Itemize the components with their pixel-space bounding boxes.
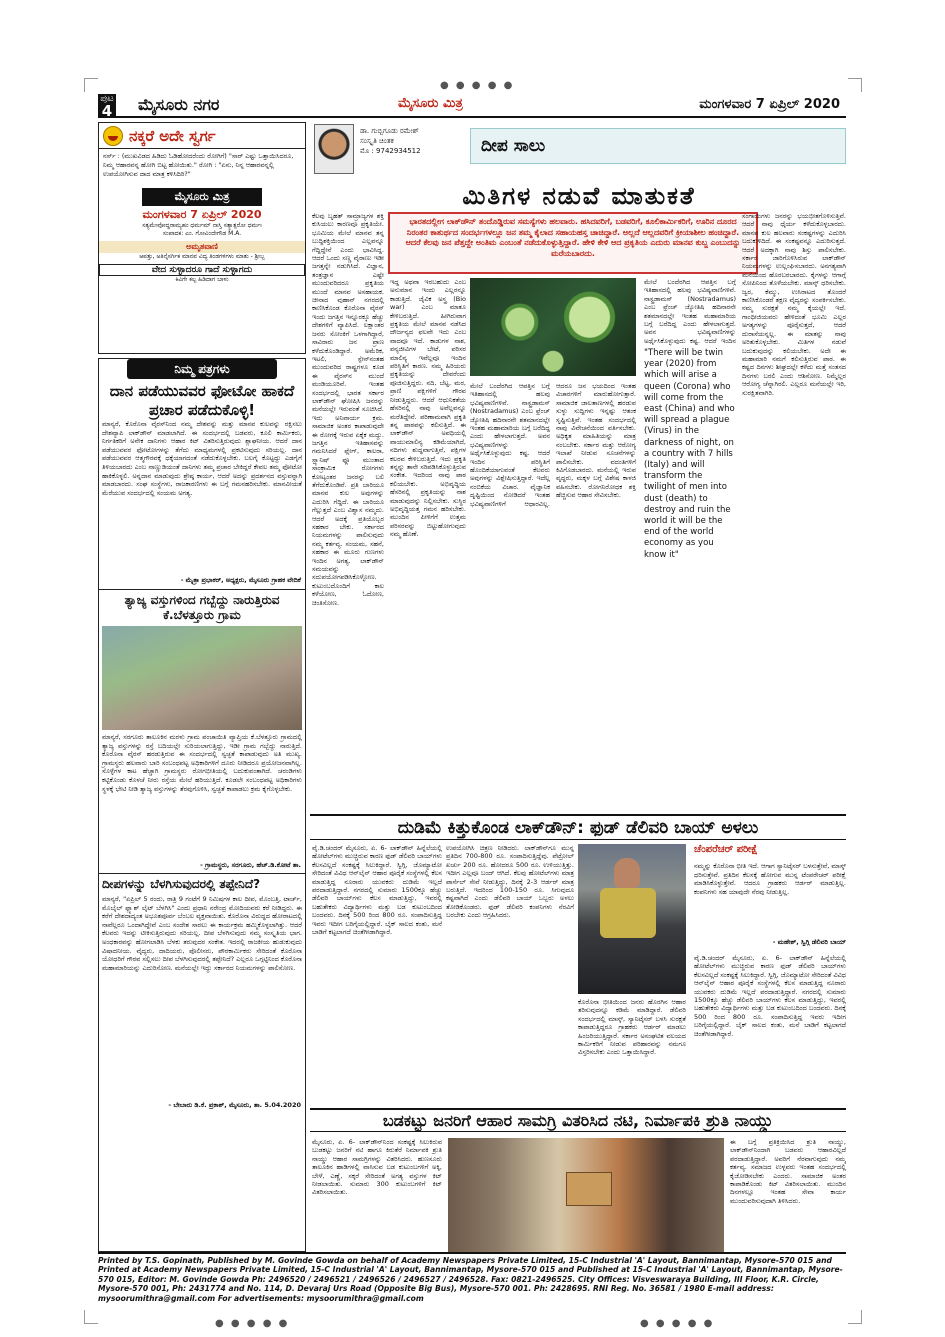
- delivery-text-1: ವೈ.ಡಿ.ಚಂದರ್ ಮೈಸೂರು, ಏ. 6- ಲಾಕ್‌ಡೌನ್ ಹಿನ್ನೆಲೆಯಲ್ಲಿ ಹೋಟೆಲ್‌ಗಳು ಮುಚ್ಚಿರುವ ಕಾರಣ ಫುಡ್ ಡೆಲಿವರಿ ಬಾಯ್‌ಗಳು ಕೆಲಸವಿಲ್ಲದೆ ಸಂಕಷ್ಟಕ್ಕೆ ಸಿಲುಕಿದ್ದಾರೆ. ಸ್ವಿಗ್ಗಿ, ಜೊಮ್ಯಾಟೋ ಸೇರಿದಂತೆ ವಿವಿಧ ಆನ್‌ಲೈನ್ ಆಹಾರ ಪೂರೈಕೆ ಸಂಸ್ಥೆಗಳಲ್ಲಿ ಕೆಲಸ ಮಾಡುತ್ತಿದ್ದ ನೂರಾರು ಯುವಕರು ದುಡಿಮೆ ಇಲ್ಲದೆ ಪರದಾಡುತ್ತಿದ್ದಾರೆ. ನಗರದಲ್ಲಿ ಸುಮಾರು 1500ಕ್ಕೂ ಹೆಚ್ಚು ಡೆಲಿವರಿ ಬಾಯ್‌ಗಳು ಕೆಲಸ ಮಾಡುತ್ತಿದ್ದು, ಇವರಲ್ಲಿ ಬಹುತೇಕರು ವಿದ್ಯಾರ್ಥಿಗಳು ಮತ್ತು ಬಡ ಕುಟುಂಬದಿಂದ ಬಂದವರು. ದಿನಕ್ಕೆ 500 ರಿಂದ 800 ರೂ. ಸಂಪಾದಿಸುತ್ತಿದ್ದ ಇವರು ಇದೀಗ ಬರಿಗೈಯಲ್ಲಿದ್ದಾರೆ. ಬೈಕ್ ಸಾಲದ ಕಂತು, ಮನೆ ಬಾಡಿಗೆ ಕಟ್ಟಲಾಗದೆ ಚಿಂತೆಗೀಡಾಗಿದ್ದಾರೆ.: [312, 844, 442, 937]
- column-series-title: ದೀಪ ಸಾಲು: [481, 136, 546, 156]
- letter-2-signature: - ಗ್ರಾಮಸ್ಥರು, ಸರಗೂರು, ಹೆಚ್.ಡಿ.ಕೋಟೆ ತಾ.: [200, 861, 301, 869]
- letters-section: [98, 358, 306, 1252]
- delivery-headline: ದುಡಿಮೆ ಕಿತ್ತುಕೊಂಡ ಲಾಕ್‌ಡೌನ್: ಫುಡ್ ಡೆಲಿವರಿ ಬಾಯ್ ಅಳಲು: [310, 814, 846, 840]
- letter-1-signature: - ಮೈತ್ರಾ ಪ್ರಭಾಕರ್, ಅಧ್ಯಕ್ಷರು, ಮೈಸೂರು ಗ್ರಾಹಕ ವೇದಿಕೆ: [180, 576, 301, 584]
- registration-marks: ● ● ● ● ●: [215, 1318, 290, 1329]
- jokes-title-bar: [99, 123, 305, 149]
- letter-2-text: ಮಾನ್ಯರೆ, ಸರಗೂರು ತಾಲೂಕಿನ ಮರಳು ಗ್ರಾಮ ಪಂಚಾಯಿತಿ ವ್ಯಾಪ್ತಿಯ ಕೆ.ಬೆಳತ್ತೂರು ಗ್ರಾಮದಲ್ಲಿ ತ್ಯಾಜ್ಯ ವಸ್ತುಗಳನ್ನು ರಸ್ತೆ ಬದಿಯಲ್ಲೇ ಸುರಿಯಲಾಗುತ್ತಿದ್ದು, ಇಡೀ ಗ್ರಾಮ ಗಬ್ಬೆದ್ದು ನಾರುತ್ತಿದೆ. ಕೊರೊನಾ ವೈರಸ್ ಹರಡುತ್ತಿರುವ ಈ ಸಂದರ್ಭದಲ್ಲಿ ಸ್ವಚ್ಛತೆ ಕಾಪಾಡುವುದು ಅತಿ ಮುಖ್ಯ. ಗ್ರಾಮಸ್ಥರು ಹಲವಾರು ಬಾರಿ ಸಂಬಂಧಪಟ್ಟ ಅಧಿಕಾರಿಗಳಿಗೆ ದೂರು ನೀಡಿದರೂ ಪ್ರಯೋಜನವಾಗಿಲ್ಲ. ಸೊಳ್ಳೆಗಳ ಕಾಟ ಹೆಚ್ಚಾಗಿ ಗ್ರಾಮಸ್ಥರು ರೋಗಭೀತಿಯಲ್ಲಿ ಬದುಕುವಂತಾಗಿದೆ. ಚರಂಡಿಗಳು ಕಟ್ಟಿಕೊಂಡು ಕೊಳಚೆ ನೀರು ರಸ್ತೆಯ ಮೇಲೆ ಹರಿಯುತ್ತಿದೆ. ಕೂಡಲೇ ಸಂಬಂಧಪಟ್ಟ ಅಧಿಕಾರಿಗಳು ಸ್ಥಳಕ್ಕೆ ಭೇಟಿ ನೀಡಿ ತ್ಯಾಜ್ಯ ವಸ್ತುಗಳನ್ನು ತೆರವುಗೊಳಿಸಿ, ಸ್ವಚ್ಛತೆ ಕಾಪಾಡಲು ಕ್ರಮ ಕೈಗೊಳ್ಳಬೇಕು.: [102, 733, 302, 793]
- imprint-footer: Printed by T.S. Gopinath, Published by M. Govinde Gowda on behalf of Academy Newspapers Private Limited, 15-C Industrial 'A' Layout, Bannimantap, Mysore-570 015 and Printed at Academy Newspapers Private Limited, 15-C Industrial 'A' Layout, Bannimantap, Mysore-570 015 and Published at 15-C Industrial 'A' Layout, Bannimantap, Mysore-570 015, Editor: M. Govinde Gowda Ph: 2496520 / 2496521 / 2496526 / 2496527 / 2496528. Fax: 0821-2496525. City Offices: Visveswaraya Building, III Floor, K.R. Circle, Mysore-570 001, Ph: 2431774 and No. 114, D. Devaraj Urs Road (Opposite Big Bus), Mysore-570 001. Ph: 2428695. RNI Reg. No. 36581 / 1980 E-mail address: mysoorumithra@gmail.com For advertisements: mysoorumithra@gmail.com: [98, 1252, 846, 1308]
- jokes-title: ನಕ್ಕರೆ ಅದೇ ಸ್ವರ್ಗ: [129, 126, 216, 145]
- quote-signature: - ಮಹೇಶ್, ಸ್ವಿಗ್ಗಿ ಡೆಲಿವರಿ ಬಾಯ್: [772, 938, 846, 946]
- letter-3-title: ದೀಪಗಳನ್ನು ಬೆಳಗಿಸುವುದರಲ್ಲಿ ತಪ್ಪೇನಿದೆ?: [99, 873, 305, 892]
- author-role: ಸಂಸ್ಕೃತಿ ಚಿಂತಕ: [360, 137, 394, 145]
- delivery-text-3: ಕೊರೊನಾ ಭೀತಿಯಿಂದ ಜನರು ಹೊರಗಿನ ಆಹಾರ ತರಿಸುವುದನ್ನೂ ಕಡಿಮೆ ಮಾಡಿದ್ದಾರೆ. ಡೆಲಿವರಿ ಸಂದರ್ಭದಲ್ಲಿ ಮಾಸ್ಕ್, ಸ್ಯಾನಿಟೈಸರ್ ಬಳಸಿ ಸುರಕ್ಷತೆ ಕಾಪಾಡುತ್ತಿದ್ದರೂ ಗ್ರಾಹಕರು ಆರ್ಡರ್ ಮಾಡಲು ಹಿಂಜರಿಯುತ್ತಿದ್ದಾರೆ. ಸರ್ಕಾರ ಅಸಂಘಟಿತ ವಲಯದ ಕಾರ್ಮಿಕರಿಗೆ ನೀಡುವ ಪರಿಹಾರವನ್ನು ನಮಗೂ ವಿಸ್ತರಿಸಬೇಕು ಎಂದು ಒತ್ತಾಯಿಸಿದ್ದಾರೆ.: [578, 998, 686, 1057]
- coronavirus-image: [470, 278, 636, 376]
- proverb: ವೇದ ಸುಳ್ಳಾದರೂ ಗಾದೆ ಸುಳ್ಳಾಗದು: [99, 264, 305, 276]
- column-text-3: ಮೇಲೆ ಬಂದೆರಗಿದ ಆಪತ್ತಿನ ಬಗ್ಗೆ ಇತಿಹಾಸದಲ್ಲಿ ಹಲವು ಭವಿಷ್ಯವಾಣಿಗಳಿವೆ. ನಾಸ್ಟ್ರಡಾಮಸ್ (Nostradamus) ಎಂಬ ಫ್ರೆಂಚ್ ಜ್ಯೋತಿಷಿ ಹದಿನಾರನೇ ಶತಮಾನದಲ್ಲೇ ಇಂತಹ ಮಹಾಮಾರಿಯ ಬಗ್ಗೆ ಬರೆದಿದ್ದ ಎಂದು ಹೇಳಲಾಗುತ್ತದೆ. ಅವನ ಭವಿಷ್ಯವಾಣಿಗಳನ್ನು ಅರ್ಥೈಸಿಕೊಳ್ಳುವುದು ಕಷ್ಟ. ಆದರೆ ಇಂದಿನ ಪರಿಸ್ಥಿತಿಗೆ ಹೊಂದಿಕೆಯಾಗುವಂತೆ ಕೆಲವರು ಅವುಗಳನ್ನು ವಿಶ್ಲೇಷಿಸುತ್ತಿದ್ದಾರೆ. ಇದೆಲ್ಲ ನಂಬಿಕೆಯ ವಿಚಾರ. ವೈಜ್ಞಾನಿಕ ದೃಷ್ಟಿಯಿಂದ ನೋಡಿದರೆ ಇಂತಹ ಭವಿಷ್ಯವಾಣಿಗಳಿಗೆ ಆಧಾರವಿಲ್ಲ. ಆದರೂ ಜನ ಭಯದಿಂದ ಇಂತಹ ವಿಚಾರಗಳಿಗೆ ಮಾರುಹೋಗುತ್ತಾರೆ. ಸಾಮಾಜಿಕ ಜಾಲತಾಣಗಳಲ್ಲಿ ಹರಡುವ ಸುಳ್ಳು ಸುದ್ದಿಗಳು ಇನ್ನಷ್ಟು ಆತಂಕ ಸೃಷ್ಟಿಸುತ್ತಿವೆ. ಇಂತಹ ಸಂದರ್ಭದಲ್ಲಿ ನಾವು ವಿವೇಚನೆಯಿಂದ ವರ್ತಿಸಬೇಕು. ಅಧಿಕೃತ ಮಾಹಿತಿಯನ್ನು ಮಾತ್ರ ನಂಬಬೇಕು. ಸರ್ಕಾರ ಮತ್ತು ಆರೋಗ್ಯ ಇಲಾಖೆ ನೀಡುವ ಸೂಚನೆಗಳನ್ನು ಪಾಲಿಸಬೇಕು. ವದಂತಿಗಳಿಗೆ ಕಿವಿಗೊಡಬಾರದು. ಮನೆಯಲ್ಲಿ ಇರುವ ವೃದ್ಧರು, ಮಕ್ಕಳ ಬಗ್ಗೆ ವಿಶೇಷ ಕಾಳಜಿ ವಹಿಸಬೇಕು. ರೋಗನಿರೋಧಕ ಶಕ್ತಿ ಹೆಚ್ಚಿಸುವ ಆಹಾರ ಸೇವಿಸಬೇಕು.: [470, 382, 636, 508]
- page-number: 4: [101, 102, 113, 120]
- actress-headline: ಬಡಕಟ್ಟು ಜನರಿಗೆ ಆಹಾರ ಸಾಮಗ್ರಿ ವಿತರಿಸಿದ ನಟಿ, ನಿರ್ಮಾಪಕಿ ಶ್ರುತಿ ನಾಯ್ಡು: [310, 1108, 846, 1132]
- masthead-logo: ಮೈಸೂರು ಮಿತ್ರ: [398, 96, 463, 111]
- newspaper-page: [98, 92, 846, 1252]
- column-pullquote: ಭಾರತದಲ್ಲೀಗ ಲಾಕ್‌ಡೌನ್ ತಂದೊಡ್ಡಿರುವ ಸಮಸ್ಯೆಗಳು ಹಲವಾರು. ಹಸಿದವರಿಗೆ, ಬಡವರಿಗೆ, ಕೂಲಿಕಾರ್ಮಿಕರಿಗೆ, ಊರಿನ ದೂರದ ನಿರಂತರ ಕಾತುರ್ಥದ ಸಂದರ್ಭಗಳಲ್ಲೂ ಜನ ತಮ್ಮ ಕೈಲಾದ ಸಹಾಯಹಸ್ತ ಚಾಚಿದ್ದಾರೆ. ಅಲ್ಲದೆ ಆಲ್ಲದವರಿಗೆ ಕ್ರೀಯಾಶೀಲ ಹಂಚಿದ್ದಾರೆ. ಆದರೆ ಕೆಲವು ಜನ ಪೆತ್ತದ್ದೇ ಅಂತಿಮ ಎಂಬಂತೆ ನಡೆದುಕೊಳ್ಳುತ್ತಿದ್ದಾರೆ. ಹೇಳಿ ಕೇಳಿ ಆದ ಪ್ರಕೃತಿಯ ಎದುರು ಮಾನವ ಕುಬ್ಜ ಎಂಬುದನ್ನು ಮರೆಯಬಾರದು.: [388, 212, 758, 274]
- column-text-intro: ಮೇಲೆ ಬಂದೆರಗಿದ ಆಪತ್ತಿನ ಬಗ್ಗೆ ಇತಿಹಾಸದಲ್ಲಿ ಹಲವು ಭವಿಷ್ಯವಾಣಿಗಳಿವೆ. ನಾಸ್ಟ್ರಡಾಮಸ್ (Nostradamus) ಎಂಬ ಫ್ರೆಂಚ್ ಜ್ಯೋತಿಷಿ ಹದಿನಾರನೇ ಶತಮಾನದಲ್ಲೇ ಇಂತಹ ಮಹಾಮಾರಿಯ ಬಗ್ಗೆ ಬರೆದಿದ್ದ ಎಂದು ಹೇಳಲಾಗುತ್ತದೆ. ಅವನ ಭವಿಷ್ಯವಾಣಿಗಳನ್ನು ಅರ್ಥೈಸಿಕೊಳ್ಳುವುದು ಕಷ್ಟ. ಆದರೆ ಇಂದಿನ: [644, 278, 736, 345]
- registration-marks: ● ● ● ● ●: [640, 1318, 715, 1329]
- masthead-box: ಮೈಸೂರು ಮಿತ್ರ: [142, 188, 262, 206]
- letter-1-title: ದಾನ ಪಡೆಯುವವರ ಫೋಟೋ ಹಾಕದೆ ಪ್ರಚಾರ ಪಡೆದುಕೊಳ್ಳಿ!: [109, 382, 295, 419]
- issue-date: ಮಂಗಳವಾರ 7 ಏಪ್ರಿಲ್ 2020: [699, 97, 840, 112]
- amrit-title: ಅಮೃತವಾಣಿ: [99, 241, 305, 253]
- letters-heading: ನಿಮ್ಮ ಪತ್ರಗಳು: [127, 359, 277, 379]
- registration-marks: ● ● ● ● ●: [440, 80, 515, 91]
- actress-text-left: ಮೈಸೂರು, ಏ. 6- ಲಾಕ್‌ಡೌನ್‌ನಿಂದ ಸಂಕಷ್ಟಕ್ಕೆ ಸಿಲುಕಿರುವ ಬುಡಕಟ್ಟು ಜನರಿಗೆ ನಟಿ ಹಾಗೂ ಕಿರುತೆರೆ ನಿರ್ಮಾಪಕಿ ಶ್ರುತಿ ನಾಯ್ಡು ಆಹಾರ ಸಾಮಗ್ರಿಗಳನ್ನು ವಿತರಿಸಿದರು. ಹುಣಸೂರು ತಾಲೂಕಿನ ಹಾಡಿಗಳಲ್ಲಿ ವಾಸಿಸುವ ಬಡ ಕುಟುಂಬಗಳಿಗೆ ಅಕ್ಕಿ, ಬೇಳೆ, ಎಣ್ಣೆ, ಸಕ್ಕರೆ ಸೇರಿದಂತೆ ಅಗತ್ಯ ವಸ್ತುಗಳ ಕಿಟ್ ನೀಡಲಾಯಿತು. ಸುಮಾರು 300 ಕುಟುಂಬಗಳಿಗೆ ಕಿಟ್ ವಿತರಿಸಲಾಯಿತು.: [312, 1138, 442, 1197]
- masthead-motto: ಸತ್ಯಮೇವೋದ್ಧರಾಮ್ಯಹಂ ಧರ್ಮಮ್ ನಾಸ್ತಿ ಸತ್ಯಾತ್ಪರೋ ಧರ್ಮಃ: [142, 222, 262, 229]
- masthead-date: ಮಂಗಳವಾರ 7 ಏಪ್ರಿಲ್ 2020: [142, 208, 262, 221]
- quote-text: ನಮ್ಮನ್ನು ಕೊರೊನಾ ಭೀತಿ ಇದೆ. ಆಗಾಗ ಸ್ಯಾನಿಟೈಸರ್ ಬಳಸುತ್ತೇವೆ, ಮಾಸ್ಕ್ ಧರಿಸುತ್ತೇವೆ. ಪ್ರತಿದಿನ ಕೆಲಸಕ್ಕೆ ಹೋಗುವ ಮುನ್ನ ಟೆಂಪರೇಚರ್ ಪರೀಕ್ಷೆ ಮಾಡಿಸಿಕೊಳ್ಳುತ್ತೇವೆ. ಆದರೂ ಗ್ರಾಹಕರು ಆರ್ಡರ್ ಮಾಡುತ್ತಿಲ್ಲ. ಕಂಪನಿಗಳು ಸಹ ಯಾವುದೇ ನೆರವು ನೀಡುತ್ತಿಲ್ಲ.: [694, 862, 847, 896]
- page-number-badge: [98, 94, 116, 120]
- english-quote: "There will be twin year (2020) from which will arise a queen (Corona) who will come from the east (China) and who will spread a plague (Virus) in the darkness of night, on a country with 7 hills (Italy) and will transform the twilight of men into dust (death) to destroy and ruin the world it will be the end of the world economy as you know it": [644, 348, 735, 560]
- crop-mark: [848, 78, 862, 92]
- letter-2-title: ತ್ಯಾಜ್ಯ ವಸ್ತುಗಳಿಂದ ಗಬ್ಬೆದ್ದು ನಾರುತ್ತಿರುವ ಕೆ.ಬೆಳತ್ತೂರು ಗ್ರಾಮ: [99, 589, 305, 623]
- column-text-4: ಸಂಗಾಯಿಗಳು ಜನರನ್ನು ಭಯಭೀತಗೊಳಿಸುತ್ತಿವೆ. ಆದರೆ ನಾವು ಧೈರ್ಯ ಕಳೆದುಕೊಳ್ಳಬಾರದು. ಮಾನವ ಕುಲ ಹಲವಾರು ಸಂಕಷ್ಟಗಳನ್ನು ಎದುರಿಸಿ ಬದುಕುಳಿದಿದೆ. ಈ ಸಂಕಷ್ಟವನ್ನೂ ಎದುರಿಸುತ್ತದೆ. ಆದರೆ ಅದಕ್ಕಾಗಿ ನಾವು ಶಿಸ್ತು ಪಾಲಿಸಬೇಕು. ಸರ್ಕಾರ ಜಾರಿಗೊಳಿಸಿರುವ ಲಾಕ್‌ಡೌನ್ ನಿಯಮಗಳನ್ನು ಉಲ್ಲಂಘಿಸಬಾರದು. ಅನಗತ್ಯವಾಗಿ ಮನೆಯಿಂದ ಹೊರಬರಬಾರದು. ಕೈಗಳನ್ನು ಆಗಾಗ್ಗೆ ಸೋಪಿನಿಂದ ತೊಳೆಯಬೇಕು. ಮಾಸ್ಕ್ ಧರಿಸಬೇಕು. ಜ್ವರ, ಕೆಮ್ಮು, ಉಸಿರಾಟದ ತೊಂದರೆ ಕಾಣಿಸಿಕೊಂಡರೆ ತಕ್ಷಣ ವೈದ್ಯರನ್ನು ಸಂಪರ್ಕಿಸಬೇಕು. ನಮ್ಮ ಸುರಕ್ಷತೆ ನಮ್ಮ ಕೈಯಲ್ಲೇ ಇದೆ. ಗಾಂಧೀಜಿಯವರು ಹೇಳಿದಂತೆ ಭೂಮಿ ಎಲ್ಲರ ಅಗತ್ಯಗಳನ್ನು ಪೂರೈಸುತ್ತದೆ, ಆದರೆ ದುರಾಸೆಯನ್ನಲ್ಲ. ಈ ಮಾತನ್ನು ನಾವು ಅರಿತುಕೊಳ್ಳಬೇಕು. ಮಿತಿಗಳ ನಡುವೆ ಬದುಕುವುದನ್ನು ಕಲಿಯಬೇಕು. ಅದೇ ಈ ಮಹಾಮಾರಿ ನಮಗೆ ಕಲಿಸುತ್ತಿರುವ ಪಾಠ. ಈ ಕಷ್ಟದ ದಿನಗಳು ಶೀಘ್ರದಲ್ಲೇ ಕಳೆದು ಮತ್ತೆ ಸಂತಸದ ದಿನಗಳು ಬರಲಿ ಎಂದು ಆಶಿಸೋಣ. ನಿಮ್ಮೆಲ್ಲರ ಆರೋಗ್ಯ ಚೆನ್ನಾಗಿರಲಿ. ಎಲ್ಲರೂ ಮನೆಯಲ್ಲೇ ಇರಿ, ಸುರಕ್ಷಿತವಾಗಿರಿ.: [742, 212, 846, 397]
- page-header: [98, 92, 846, 118]
- crop-mark: [848, 1310, 862, 1324]
- letter-1-text: ಮಾನ್ಯರೆ, ಕೊರೊನಾ ವೈರಸ್‌ನಿಂದ ನಮ್ಮ ದೇಶವನ್ನು ಮತ್ತು ಮಾನವ ಕುಲವನ್ನು ರಕ್ಷಿಸಲು ದೇಶವ್ಯಾಪಿ ಲಾಕ್‌ಡೌನ್ ಮಾಡಲಾಗಿದೆ. ಈ ಸಂದರ್ಭದಲ್ಲಿ ಬಡವರು, ಕೂಲಿ ಕಾರ್ಮಿಕರು, ನಿರ್ಗತಿಕರಿಗೆ ಅನೇಕ ದಾನಿಗಳು ಆಹಾರ ಕಿಟ್ ವಿತರಿಸುತ್ತಿರುವುದು ಶ್ಲಾಘನೀಯ. ಆದರೆ ದಾನ ಪಡೆಯುವವರ ಫೋಟೋಗಳನ್ನು ತೆಗೆದು ಮಾಧ್ಯಮಗಳಲ್ಲಿ ಪ್ರಕಟಿಸುವುದು ಸರಿಯಲ್ಲ. ದಾನ ಪಡೆಯುವವರ ಆತ್ಮಗೌರವಕ್ಕೆ ಧಕ್ಕೆಯಾಗದಂತೆ ನಡೆದುಕೊಳ್ಳಬೇಕು. ಬಲಗೈ ಕೊಟ್ಟದ್ದು ಎಡಗೈಗೆ ತಿಳಿಯಬಾರದು ಎಂಬ ನಾಣ್ಣುಡಿಯಂತೆ ದಾನಿಗಳು ತಮ್ಮ ಪ್ರಚಾರ ಬೇಕಿದ್ದರೆ ಕೇವಲ ತಮ್ಮ ಫೋಟೋ ಹಾಕಿಕೊಳ್ಳಲಿ. ಅನ್ನದಾನ ಮಾಡುವುದು ಶ್ರೇಷ್ಠ ಕಾರ್ಯ, ಆದರೆ ಅದನ್ನು ಪ್ರದರ್ಶನದ ವಸ್ತುವನ್ನಾಗಿ ಮಾಡಬಾರದು. ಸಂಘ ಸಂಸ್ಥೆಗಳು, ರಾಜಕಾರಣಿಗಳು ಈ ಬಗ್ಗೆ ಗಮನಹರಿಸಬೇಕು. ಮಾನವೀಯತೆ ಮೆರೆಯುವ ಸಂದರ್ಭದಲ್ಲಿ ಸಂಯಮ ಅಗತ್ಯ.: [102, 420, 302, 497]
- letter-3-signature: - ಬೇಬಾರು ಡಿ.ಕೆ. ಪ್ರಕಾಶ್, ಮೈಸೂರು, ತಾ. 5.04.2020: [168, 1101, 301, 1109]
- jokes-text: ನರ್ಸ್ : (ಮುಖವಿಡದ ಹಿಡಿದು ಓಡಿಹೋದರೆಂದು ರೋಗಿಗೆ) "ಸಾರ್ ಎಷ್ಟು ಒತ್ತಾಯಿಸಿದರೂ, ನಿಮ್ಮ ಆಹಾರವನ್ನ ಹೋಗಿ ಬಿಟ್ಟ ಹೋಯಿತು." ರೋಗಿ : "ಏನು, ನಿನ್ನ ಆಹಾರವನ್ನಲ್ಲಿ ಉಪಯೋಗಿಸುವ ದಾದ ಮಾತ್ರ ಕಳಿಸಿದಿರಿ?": [103, 152, 294, 178]
- amrit-text: ಆಪತ್ತು, ಅತಿನೈಸರ್ಗಿಕ ಮಾನವ ವಿದ್ಯ ತಿಂಡಗಳಿಗಳು ಮಾತು - ಶ್ರೀಬ್ಬ: [139, 253, 265, 260]
- jokes-box: [98, 122, 306, 354]
- delivery-text-4: ವೈ.ಡಿ.ಚಂದರ್ ಮೈಸೂರು, ಏ. 6- ಲಾಕ್‌ಡೌನ್ ಹಿನ್ನೆಲೆಯಲ್ಲಿ ಹೋಟೆಲ್‌ಗಳು ಮುಚ್ಚಿರುವ ಕಾರಣ ಫುಡ್ ಡೆಲಿವರಿ ಬಾಯ್‌ಗಳು ಕೆಲಸವಿಲ್ಲದೆ ಸಂಕಷ್ಟಕ್ಕೆ ಸಿಲುಕಿದ್ದಾರೆ. ಸ್ವಿಗ್ಗಿ, ಜೊಮ್ಯಾಟೋ ಸೇರಿದಂತೆ ವಿವಿಧ ಆನ್‌ಲೈನ್ ಆಹಾರ ಪೂರೈಕೆ ಸಂಸ್ಥೆಗಳಲ್ಲಿ ಕೆಲಸ ಮಾಡುತ್ತಿದ್ದ ನೂರಾರು ಯುವಕರು ದುಡಿಮೆ ಇಲ್ಲದೆ ಪರದಾಡುತ್ತಿದ್ದಾರೆ. ನಗರದಲ್ಲಿ ಸುಮಾರು 1500ಕ್ಕೂ ಹೆಚ್ಚು ಡೆಲಿವರಿ ಬಾಯ್‌ಗಳು ಕೆಲಸ ಮಾಡುತ್ತಿದ್ದು, ಇವರಲ್ಲಿ ಬಹುತೇಕರು ವಿದ್ಯಾರ್ಥಿಗಳು ಮತ್ತು ಬಡ ಕುಟುಂಬದಿಂದ ಬಂದವರು. ದಿನಕ್ಕೆ 500 ರಿಂದ 800 ರೂ. ಸಂಪಾದಿಸುತ್ತಿದ್ದ ಇವರು ಇದೀಗ ಬರಿಗೈಯಲ್ಲಿದ್ದಾರೆ. ಬೈಕ್ ಸಾಲದ ಕಂತು, ಮನೆ ಬಾಡಿಗೆ ಕಟ್ಟಲಾಗದೆ ಚಿಂತೆಗೀಡಾಗಿದ್ದಾರೆ.: [694, 954, 846, 1038]
- page-label: ಪುಟ: [100, 94, 114, 104]
- letter-3-text: ಮಾನ್ಯರೆ, "ಏಪ್ರಿಲ್ 5 ರಂದು, ರಾತ್ರಿ 9 ಗಂಟೆಗೆ 9 ನಿಮಿಷಗಳ ಕಾಲ ದೀಪ, ಮೊಂಬತ್ತಿ, ಟಾರ್ಚ್, ಮೊಬೈಲ್ ಫ್ಲ್ಯಾಶ್ ಲೈಟ್ ಬೆಳಗಿಸಿ" ಎಂದು ಪ್ರಧಾನಿ ನರೇಂದ್ರ ಮೋದಿಯವರು ಕರೆ ನೀಡಿದ್ದರು. ಈ ಕರೆಗೆ ದೇಶದಾದ್ಯಂತ ಅಭೂತಪೂರ್ವ ಬೆಂಬಲ ವ್ಯಕ್ತವಾಯಿತು. ಕೊರೊನಾ ವಿರುದ್ಧದ ಹೋರಾಟದಲ್ಲಿ ನಾವೆಲ್ಲರೂ ಒಂದಾಗಿದ್ದೇವೆ ಎಂಬ ಸಂದೇಶ ಸಾರಲು ಈ ಕಾರ್ಯಕ್ರಮ ಹಮ್ಮಿಕೊಳ್ಳಲಾಗಿತ್ತು. ಆದರೆ ಕೆಲವರು ಇದನ್ನು ಟೀಕಿಸುತ್ತಿರುವುದು ಸರಿಯಲ್ಲ. ದೀಪ ಬೆಳಗಿಸುವುದು ನಮ್ಮ ಸಂಸ್ಕೃತಿಯ ಭಾಗ. ಅಂಧಕಾರವನ್ನು ಹೋಗಲಾಡಿಸಿ ಬೆಳಕು ತರುವುದರ ಸಂಕೇತ. ಇದರಲ್ಲಿ ರಾಜಕೀಯ ಹುಡುಕುವುದು ವಿಷಾದನೀಯ. ವೈದ್ಯರು, ದಾದಿಯರು, ಪೊಲೀಸರು, ಪೌರಕಾರ್ಮಿಕರು ಸೇರಿದಂತೆ ಕೊರೊನಾ ಯೋಧರಿಗೆ ಗೌರವ ಸಲ್ಲಿಸಲು ದೀಪ ಬೆಳಗಿಸುವುದರಲ್ಲಿ ತಪ್ಪೇನಿದೆ? ಎಲ್ಲರೂ ಒಗ್ಗಟ್ಟಿನಿಂದ ಕೊರೊನಾ ಮಹಾಮಾರಿಯನ್ನು ಎದುರಿಸೋಣ. ಮನೆಯಲ್ಲೇ ಇದ್ದು ಸರ್ಕಾರದ ನಿಯಮಗಳನ್ನು ಪಾಲಿಸೋಣ.: [102, 895, 302, 972]
- author-box: [312, 122, 452, 180]
- food-distribution-photo: [448, 1138, 724, 1252]
- delivery-text-2: ಉಪಯೋಗಿಸಿ ಚಿತ್ರಣ ನೀಡಿದರು. ಲಾಕ್‌ಡೌನ್‌ಗೂ ಮುನ್ನ ಪ್ರತಿದಿನ 700-800 ರೂ. ಸಂಪಾದಿಸುತ್ತಿದ್ದೆವು. ಪೆಟ್ರೋಲ್ ಖರ್ಚು 200 ರೂ. ಹೋದರೂ 500 ರೂ. ಉಳಿಯುತ್ತಿತ್ತು. ಇದೀಗ ಎಲ್ಲವೂ ಬಂದ್ ಆಗಿದೆ. ಕೆಲವು ಹೋಟೆಲ್‌ಗಳು ಮಾತ್ರ ಪಾರ್ಸೆಲ್ ಸೇವೆ ನೀಡುತ್ತಿದ್ದು, ದಿನಕ್ಕೆ 2-3 ಆರ್ಡರ್ ಮಾತ್ರ ಬರುತ್ತಿದೆ. ಇದರಿಂದ 100-150 ರೂ. ಸಿಗುವುದೂ ಕಷ್ಟವಾಗಿದೆ ಎಂದು ಡೆಲಿವರಿ ಬಾಯ್ ಒಬ್ಬರು ಅಳಲು ತೋಡಿಕೊಂಡರು. ಫುಡ್ ಡೆಲಿವರಿ ಕಂಪನಿಗಳು ನೆರವಿಗೆ ಬರಬೇಕು ಎಂದು ಆಗ್ರಹಿಸಿದರು.: [446, 844, 574, 920]
- actress-text-right: ಈ ಬಗ್ಗೆ ಪ್ರತಿಕ್ರಿಯಿಸಿದ ಶ್ರುತಿ ನಾಯ್ಡು, ಲಾಕ್‌ಡೌನ್‌ನಿಂದಾಗಿ ಬಡವರು ಆಹಾರವಿಲ್ಲದೆ ಪರದಾಡುತ್ತಿದ್ದಾರೆ. ಅವರಿಗೆ ನೆರವಾಗುವುದು ನಮ್ಮ ಕರ್ತವ್ಯ. ಸಮಾಜದ ಉಳ್ಳವರು ಇಂತಹ ಸಂದರ್ಭದಲ್ಲಿ ಕೈಜೋಡಿಸಬೇಕು ಎಂದರು. ಸಾಮಾಜಿಕ ಅಂತರ ಕಾಪಾಡಿಕೊಂಡು ಕಿಟ್ ವಿತರಿಸಲಾಯಿತು. ಮುಂದಿನ ದಿನಗಳಲ್ಲೂ ಇಂತಹ ಸೇವಾ ಕಾರ್ಯ ಮುಂದುವರಿಸುವುದಾಗಿ ತಿಳಿಸಿದರು.: [730, 1138, 846, 1205]
- quote-label: ಚೆಂಪರೆಚರ್ ಪರೀಕ್ಷೆ: [694, 844, 758, 855]
- column-headline: ಮಿತಿಗಳ ನಡುವೆ ಮಾತುಕತೆ: [462, 182, 696, 210]
- masthead-editor: ಸಂಪಾದಕ: ಎಂ. ಗೋವಿಂದೇಗೌಡ M.A.: [162, 230, 242, 237]
- author-photo: [314, 124, 354, 174]
- laughing-face-icon: [103, 126, 123, 146]
- column-series-banner: [470, 128, 846, 164]
- author-info: [360, 126, 421, 156]
- author-name: ಡಾ. ಗುಬ್ಬಿಗೂಡು ರಮೇಶ್: [360, 127, 419, 135]
- crop-mark: [84, 78, 98, 92]
- crop-mark: [84, 1310, 98, 1324]
- garbage-photo: [102, 626, 302, 730]
- delivery-boy-photo: [578, 844, 686, 994]
- column-text-2: ಇದ್ದ ಅಥವಾ ಇರಬಹುದು ಎಂಬ ಅನುಮಾನ ಇಂದು ಎಲ್ಲರನ್ನೂ ಕಾಡುತ್ತಿದೆ. ಜೈವಿಕ ಅಸ್ತ್ರ (Bio war) ಎಂಬ ಮಾತೂ ಕೇಳಿಬರುತ್ತಿದೆ. ಹೀಗಿರುವಾಗ ಪ್ರಕೃತಿಯ ಮೇಲೆ ಮಾನವ ನಡೆಸಿದ ದೌರ್ಜನ್ಯದ ಫಲವೇ ಇದು ಎಂಬ ವಾದವೂ ಇದೆ. ಕಾಡುಗಳ ನಾಶ, ವನ್ಯಜೀವಿಗಳ ಬೇಟೆ, ಪರಿಸರ ಮಾಲಿನ್ಯ ಇವೆಲ್ಲವೂ ಇಂದಿನ ಪರಿಸ್ಥಿತಿಗೆ ಕಾರಣ. ನಮ್ಮ ಹಿರಿಯರು ಪ್ರಕೃತಿಯನ್ನು ದೇವರೆಂದು ಪೂಜಿಸುತ್ತಿದ್ದರು. ನದಿ, ಬೆಟ್ಟ, ಮರ, ಪ್ರಾಣಿ ಪಕ್ಷಿಗಳಿಗೆ ಗೌರವ ನೀಡುತ್ತಿದ್ದರು. ಆದರೆ ಆಧುನಿಕತೆಯ ಹೆಸರಿನಲ್ಲಿ ನಾವು ಅವೆಲ್ಲವನ್ನೂ ಮರೆತಿದ್ದೇವೆ. ಪರಿಣಾಮವಾಗಿ ಪ್ರಕೃತಿ ತನ್ನ ಪಾಠವನ್ನು ಕಲಿಸುತ್ತಿದೆ. ಈ ಲಾಕ್‌ಡೌನ್ ಅವಧಿಯಲ್ಲಿ ವಾಯುಮಾಲಿನ್ಯ ಕಡಿಮೆಯಾಗಿದೆ, ನದಿಗಳು ಶುದ್ಧವಾಗುತ್ತಿವೆ, ಪಕ್ಷಿಗಳ ಕಲರವ ಕೇಳಿಬರುತ್ತಿದೆ. ಇದು ಪ್ರಕೃತಿ ತನ್ನನ್ನು ತಾನೇ ಸರಿಪಡಿಸಿಕೊಳ್ಳುತ್ತಿರುವ ಸಂಕೇತ. ಇದರಿಂದ ನಾವು ಪಾಠ ಕಲಿಯಬೇಕು. ಅಭಿವೃದ್ಧಿಯ ಹೆಸರಿನಲ್ಲಿ ಪ್ರಕೃತಿಯನ್ನು ನಾಶ ಮಾಡುವುದನ್ನು ನಿಲ್ಲಿಸಬೇಕು. ಸುಸ್ಥಿರ ಅಭಿವೃದ್ಧಿಯತ್ತ ಗಮನ ಹರಿಸಬೇಕು. ಮುಂದಿನ ಪೀಳಿಗೆಗೆ ಉತ್ತಮ ಪರಿಸರವನ್ನು ಬಿಟ್ಟುಹೋಗುವುದು ನಮ್ಮ ಹೊಣೆ.: [390, 278, 466, 539]
- proverb-sub: ಕಿವಿಗೇ ಕಲ್ಪ ಹಿಡಿದಾಗ ಬಾಳು: [175, 276, 229, 283]
- column-text-1: ಕೆಲವು ಬೃಹತ್ ಸಾಮ್ರಾಜ್ಯಗಳ ಶಕ್ತಿ ಕುಸಿಯಲು ಕಾರಣವೂ ಪ್ರಕೃತಿಯೇ. ಭೂಮಿಯ ಮೇಲೆ ಮಾನವ ತನ್ನ ಬುದ್ಧಿಶಕ್ತಿಯಿಂದ ಎಲ್ಲವನ್ನೂ ಗೆದ್ದಿದ್ದೇನೆ ಎಂದು ಭಾವಿಸಿದ್ದ. ಆದರೆ ಒಂದು ಸಣ್ಣ ವೈರಾಣು ಇಡೀ ಜಗತ್ತನ್ನೇ ನಡುಗಿಸಿದೆ. ವಿಜ್ಞಾನ, ತಂತ್ರಜ್ಞಾನ ಎಷ್ಟೇ ಮುಂದುವರಿದರೂ ಪ್ರಕೃತಿಯ ಮುಂದೆ ಮಾನವ ಅಸಹಾಯಕ. ಚೀನಾದ ವುಹಾನ್ ನಗರದಲ್ಲಿ ಕಾಣಿಸಿಕೊಂಡ ಕೊರೊನಾ ವೈರಸ್ ಇಂದು ಜಗತ್ತಿನ ಇನ್ನೂರಕ್ಕೂ ಹೆಚ್ಚು ದೇಶಗಳಿಗೆ ವ್ಯಾಪಿಸಿದೆ. ಲಕ್ಷಾಂತರ ಜನರು ಸೋಂಕಿಗೆ ಒಳಗಾಗಿದ್ದಾರೆ, ಸಾವಿರಾರು ಜನ ಪ್ರಾಣ ಕಳೆದುಕೊಂಡಿದ್ದಾರೆ. ಅಮೆರಿಕ, ಇಟಲಿ, ಸ್ಪೇನ್‌ನಂತಹ ಮುಂದುವರಿದ ರಾಷ್ಟ್ರಗಳೂ ಕೂಡ ಈ ವೈರಸ್‌ನ ಮುಂದೆ ಮಂಡಿಯೂರಿವೆ. ಇಂತಹ ಸಂದರ್ಭದಲ್ಲಿ ಭಾರತ ಸರ್ಕಾರ ಲಾಕ್‌ಡೌನ್ ಘೋಷಿಸಿ ಜನರನ್ನು ಮನೆಯಲ್ಲೇ ಇರುವಂತೆ ಸೂಚಿಸಿದೆ. ಇದು ಅನಿವಾರ್ಯ ಕ್ರಮ. ಸಾಮಾಜಿಕ ಅಂತರ ಕಾಪಾಡುವುದೇ ಈ ರೋಗಕ್ಕೆ ಇರುವ ಏಕೈಕ ಮದ್ದು. ಜಗತ್ತಿನ ಇತಿಹಾಸವನ್ನು ಗಮನಿಸಿದರೆ ಪ್ಲೇಗ್, ಕಾಲರಾ, ಸ್ಪ್ಯಾನಿಷ್ ಫ್ಲೂ ಮುಂತಾದ ಸಾಂಕ್ರಾಮಿಕ ರೋಗಗಳು ಕೋಟ್ಯಂತರ ಜನರನ್ನು ಬಲಿ ತೆಗೆದುಕೊಂಡಿವೆ. ಪ್ರತಿ ಬಾರಿಯೂ ಮಾನವ ಕುಲ ಅವುಗಳನ್ನು ಎದುರಿಸಿ ಗೆದ್ದಿದೆ. ಈ ಬಾರಿಯೂ ಗೆಲ್ಲುತ್ತದೆ ಎಂಬ ವಿಶ್ವಾಸ ನಮ್ಮದು. ಆದರೆ ಅದಕ್ಕೆ ಪ್ರತಿಯೊಬ್ಬರ ಸಹಕಾರ ಬೇಕು. ಸರ್ಕಾರದ ನಿಯಮಗಳನ್ನು ಪಾಲಿಸುವುದು ನಮ್ಮ ಕರ್ತವ್ಯ. ಸಂಯಮ, ಸಹನೆ, ಸಹಕಾರ ಈ ಮೂರು ಗುಣಗಳು ಇಂದಿನ ಅಗತ್ಯ. ಲಾಕ್‌ಡೌನ್ ಸಮಯವನ್ನು ಸದುಪಯೋಗಪಡಿಸಿಕೊಳ್ಳೋಣ. ಕುಟುಂಬದೊಂದಿಗೆ ಕಾಲ ಕಳೆಯೋಣ, ಓದೋಣ, ಚಿಂತಿಸೋಣ.: [312, 212, 384, 607]
- author-phone: ಮೊ : 9742934512: [360, 147, 421, 155]
- section-title: ಮೈಸೂರು ನಗರ: [138, 95, 220, 114]
